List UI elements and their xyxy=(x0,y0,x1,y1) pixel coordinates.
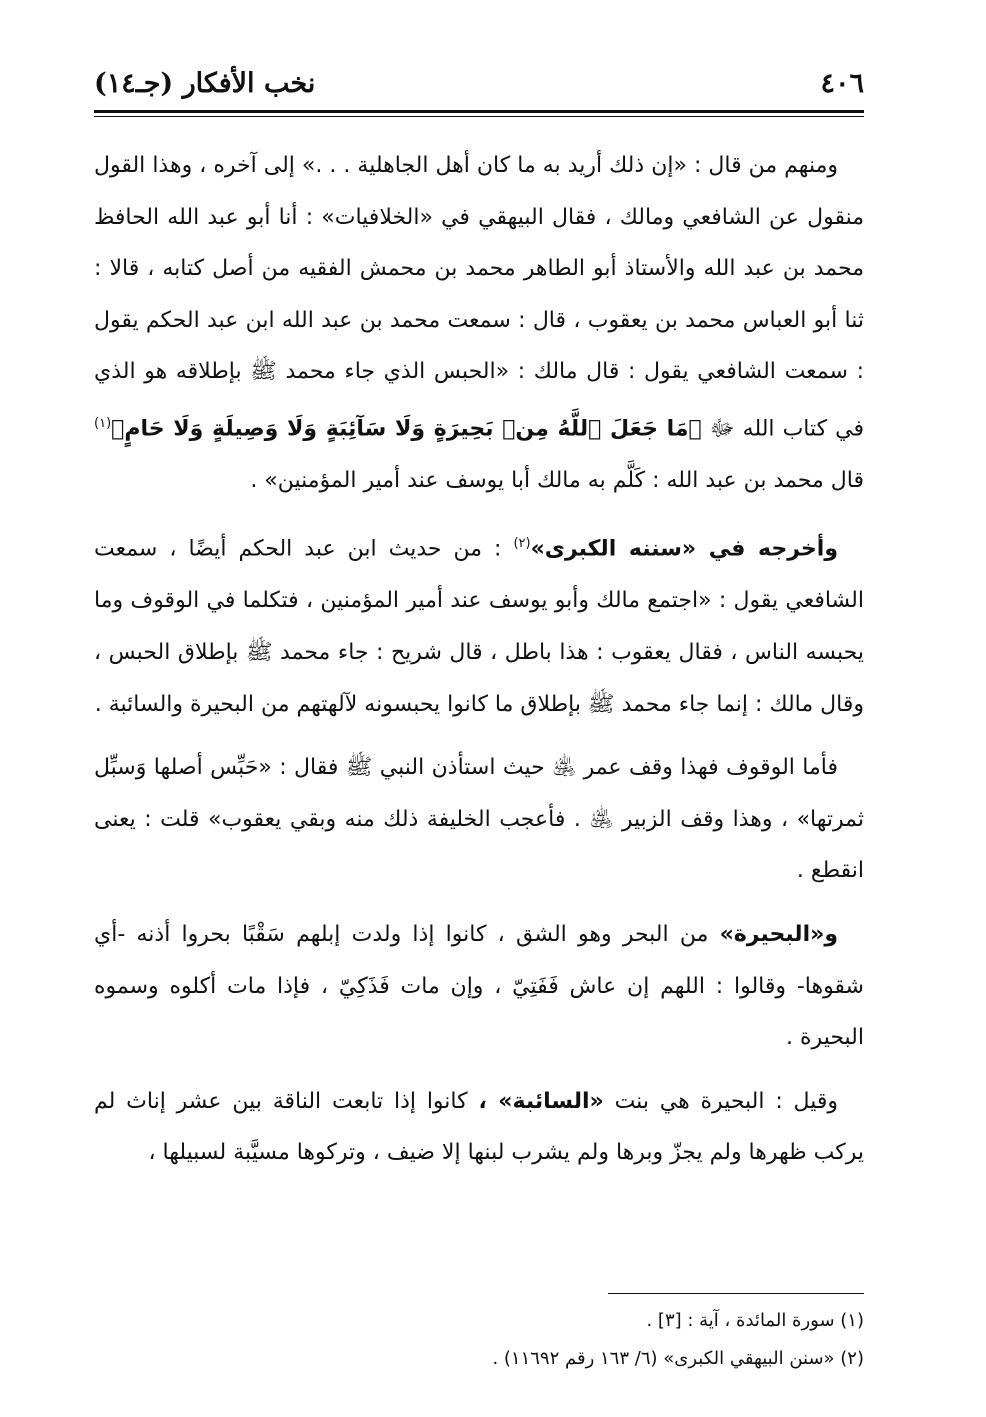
paragraph xyxy=(94,140,864,506)
paragraph-text: كانوا إذا تابعت الناقة بين عشر إناث لم يركب ظهرها ولم يجزّ وبرها ولم يشرب لبنها إلا ضيف ، وتركوها مسيَّبة لسبيلها ، xyxy=(94,1088,864,1166)
paragraph-text: ومنهم من قال : «إن ذلك أريد به ما كان أهل الجاهلية . . .» إلى آخره ، وهذا القول منقول عن الشافعي ومالك ، فقال البيهقي في «الخلافيات» : أنا أبو عبد الله الحافظ محمد بن عبد الله والأستاذ أبو الطاهر محمد بن محمش الفقيه من أصل كتابه ، قالا : ثنا أبو العباس محمد بن يعقوب ، قال : سمعت محمد بن عبد الله ابن عبد الحكم يقول : سمعت الشافعي يقول : قال مالك : «الحبس الذي جاء محمد ﷺ بإطلاقه هو الذي في كتاب الله ﷻ xyxy=(94,153,864,442)
quran-verse: ﴿مَا جَعَلَ ٱللَّهُ مِنۢ بَحِيرَةٍ وَلَا سَآئِبَةٍ وَلَا وَصِيلَةٍ وَلَا حَامٍ﴾ xyxy=(111,416,702,442)
lead-phrase: وأخرجه في «سننه الكبرى» xyxy=(530,536,839,562)
page-number: ٤٠٦ xyxy=(820,68,864,99)
paragraph-text: فأما الوقوف فهذا وقف عمر ﵁ حيث استأذن النبي ﷺ فقال : «حَبِّس أصلها وَسبِّل ثمرتها» ، وهذا وقف الزبير ﵁ . فأعجب الخليفة ذلك منه وبقي يعقوب» قلت : يعنى انقطع . xyxy=(94,755,864,884)
footnote-ref[interactable]: (١) xyxy=(94,415,112,431)
book-page xyxy=(94,60,864,1390)
paragraph-text: : من حديث ابن عبد الحكم أيضًا ، سمعت الشافعي يقول : «اجتمع مالك وأبو يوسف عند أمير المؤمنين ، فتكلما في الوقوف وما يحبسه الناس ، فقال يعقوب : هذا باطل ، قال شريح : جاء محمد ﷺ بإطلاق الحبس ، وقال مالك : إنما جاء محمد ﷺ بإطلاق ما كانوا يحبسونه لآلهتهم من البحيرة والسائبة . xyxy=(94,536,864,717)
lead-phrase: و«البحيرة» xyxy=(719,921,838,947)
paragraph-text: وقيل : البحيرة هي بنت xyxy=(614,1088,838,1114)
footnote: (١) سورة المائدة ، آية : [٣] . xyxy=(646,1310,864,1331)
running-header xyxy=(94,60,864,108)
header-rule-thin xyxy=(94,116,864,117)
lead-phrase: «السائبة» ، xyxy=(478,1088,604,1114)
header-rule xyxy=(94,110,864,113)
book-title: نخب الأفكار (جـ١٤) xyxy=(94,68,316,99)
main-text xyxy=(94,140,864,1191)
footnotes xyxy=(94,1302,864,1378)
paragraph xyxy=(94,742,864,897)
paragraph-text: من البحر وهو الشق ، كانوا إذا ولدت إبلهم سَقْبًا بحروا أذنه -أي شقوها- وقالوا : اللهم إن عاش فَفَتِيّ ، وإن مات فَذَكِيّ ، فإذا مات أكلوه وسموه البحيرة . xyxy=(94,921,864,1051)
footnote: (٢) «سنن البيهقي الكبرى» (٦/ ١٦٣ رقم ١١٦٩٢) . xyxy=(492,1348,864,1369)
footnote-separator xyxy=(608,1293,864,1294)
paragraph-text: قال محمد بن عبد الله : كَلَّم به مالك أبا يوسف عند أمير المؤمنين» . xyxy=(250,467,864,493)
paragraph xyxy=(94,518,864,730)
paragraph xyxy=(94,909,864,1064)
paragraph xyxy=(94,1076,864,1179)
footnote-ref[interactable]: (٢) xyxy=(513,536,531,552)
